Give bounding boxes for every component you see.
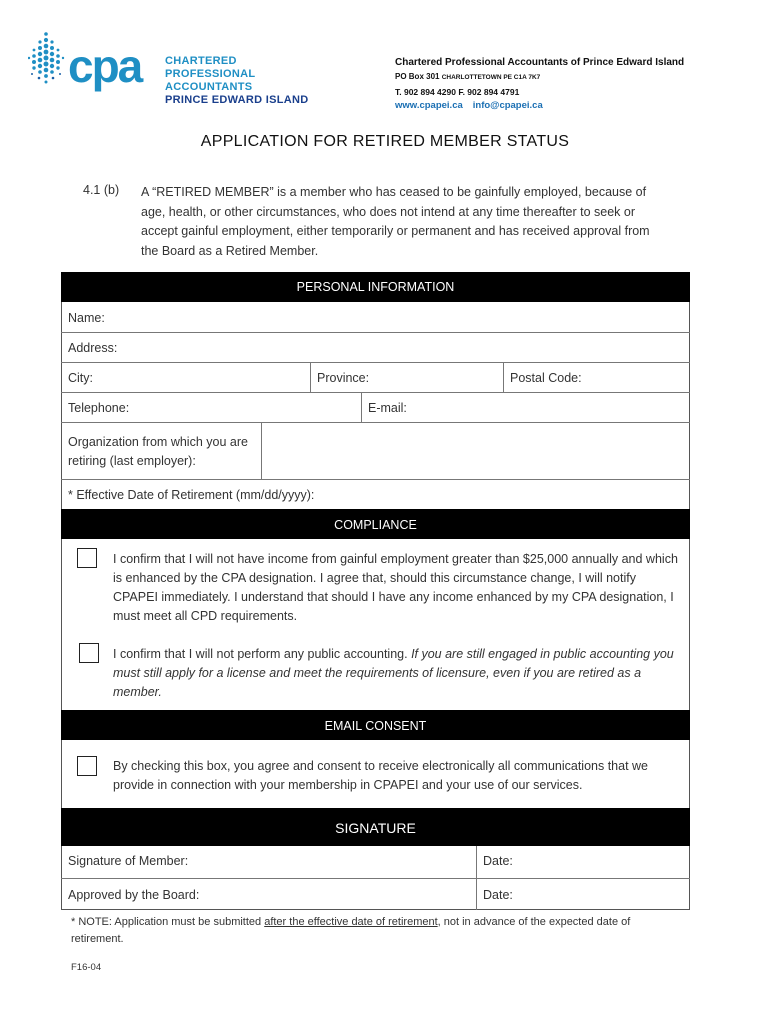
contact-block [395, 56, 684, 113]
name-field[interactable]: Name: [68, 311, 105, 325]
email-field[interactable]: E-mail: [368, 401, 407, 415]
city-field[interactable]: City: [68, 371, 93, 385]
email-link[interactable]: info@cpapei.ca [472, 100, 543, 111]
po-box: PO Box 301 CHARLOTTETOWN PE C1A 7K7 [395, 72, 541, 81]
contact-title: Chartered Professional Accountants of Prince Edward Island [395, 57, 685, 68]
definition-number: 4.1 (b) [83, 183, 120, 197]
address-field[interactable]: Address: [68, 341, 118, 355]
section-email-consent: EMAIL CONSENT [61, 710, 690, 740]
organization-label: Organization from which you are retiring (last employer): [68, 435, 248, 468]
compliance-public-accounting-text: I confirm that I will not perform any public accounting. If you are still engaged in public accounting you must still apply for a license and meet the requirements of licensure, even if you are retired as a member. [113, 647, 674, 699]
section-signature: SIGNATURE [61, 808, 690, 846]
org-name: CHARTERED PROFESSIONAL ACCOUNTANTS PRINCE EDWARD ISLAND [165, 55, 309, 106]
compliance-income-text: I confirm that I will not have income from gainful employment greater than $25,000 annually and which is enhanced by the CPA designation. I agree that, should this circumstance change, I will notify CPAPEI immediately. I understand that should I have any income enhanced by my CPA designation, I must meet all CPD requirements. [113, 552, 678, 623]
member-date-field[interactable]: Date: [483, 854, 513, 868]
email-consent-text: By checking this box, you agree and consent to receive electronically all communications that we provide in connection with your membership in CPAPEI and your use of our services. [113, 759, 649, 792]
board-date-field[interactable]: Date: [483, 888, 513, 902]
postal-code-field[interactable]: Postal Code: [510, 371, 582, 385]
email-consent-checkbox[interactable] [77, 756, 97, 776]
website-link[interactable]: www.cpapei.ca [395, 100, 463, 111]
telephone-field[interactable]: Telephone: [68, 401, 130, 415]
section-personal-information: PERSONAL INFORMATION [61, 272, 690, 302]
submission-note: * NOTE: Application must be submitted after the effective date of retirement, not in advance of the expected date of retirement. [71, 916, 631, 945]
form-number: F16-04 [71, 962, 102, 973]
province-field[interactable]: Province: [317, 371, 370, 385]
definition-text: A “RETIRED MEMBER” is a member who has ceased to be gainfully employed, because of age, health, or other circumstances, who does not intend at any time thereafter to seek or accept gainful employment, either temporarily or permanent and has received approval from the Board as a Retired Member. [141, 185, 650, 258]
section-compliance: COMPLIANCE [61, 509, 690, 539]
compliance-public-accounting-checkbox[interactable] [79, 643, 99, 663]
page-title: APPLICATION FOR RETIRED MEMBER STATUS [200, 133, 570, 150]
member-signature-field[interactable]: Signature of Member: [68, 854, 189, 868]
phone-fax: T. 902 894 4290 F. 902 894 4791 [395, 87, 520, 97]
board-approval-field[interactable]: Approved by the Board: [68, 888, 200, 902]
effective-date-field[interactable]: * Effective Date of Retirement (mm/dd/yyyy): [68, 488, 315, 502]
organization-input[interactable] [262, 423, 689, 479]
svg-text:cpa: cpa [68, 40, 142, 92]
compliance-income-checkbox[interactable] [77, 548, 97, 568]
